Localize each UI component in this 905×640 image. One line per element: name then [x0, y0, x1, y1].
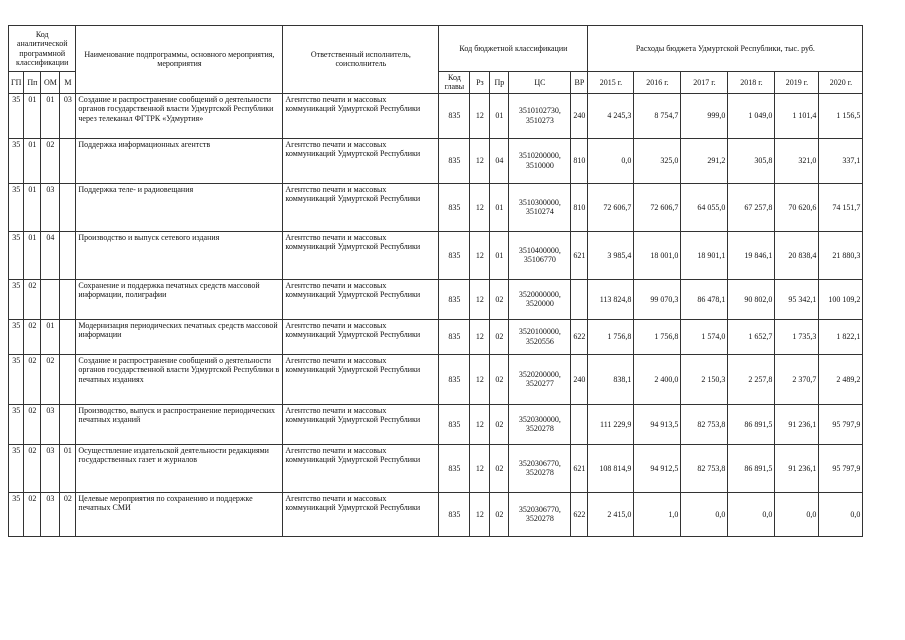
row-executor: Агентство печати и массовых коммуникаций Удмуртской Республики: [283, 492, 439, 536]
code-pp: 01: [24, 231, 41, 279]
code-pp: 02: [24, 319, 41, 354]
om-header: ОМ: [41, 72, 60, 94]
code-pp: 01: [24, 93, 41, 138]
expense-value: 2 257,8: [728, 354, 775, 404]
year-header: 2017 г.: [681, 72, 728, 94]
cs-code: 3510400000, 35106770: [509, 231, 571, 279]
code-m: [60, 319, 76, 354]
row-executor: Агентство печати и массовых коммуникаций Удмуртской Республики: [283, 183, 439, 231]
kod-glavy-header: Код главы: [439, 72, 470, 94]
expense-value: 3 985,4: [588, 231, 634, 279]
pr-code: 02: [490, 319, 509, 354]
code-pp: 02: [24, 279, 41, 319]
executor-header: Ответственный исполнитель, соисполнитель: [283, 26, 439, 94]
table-row: [9, 279, 863, 319]
expense-value: 86 478,1: [681, 279, 728, 319]
rz-code: 12: [470, 354, 490, 404]
table-row: [9, 138, 863, 183]
code-m: 01: [60, 444, 76, 492]
pr-code: 02: [490, 492, 509, 536]
expense-value: 0,0: [728, 492, 775, 536]
code-om: [41, 279, 60, 319]
code-pp: 02: [24, 354, 41, 404]
code-gp: 35: [9, 404, 24, 444]
expense-value: 91 236,1: [775, 404, 819, 444]
expense-value: 0,0: [775, 492, 819, 536]
code-pp: 02: [24, 404, 41, 444]
table-body: [9, 93, 863, 536]
code-pp: 02: [24, 444, 41, 492]
code-m: 03: [60, 93, 76, 138]
expense-value: 1 735,3: [775, 319, 819, 354]
row-name: Создание и распространение сообщений о деятельности органов государственной власти Удмуртской Республики в печатных изданиях: [76, 354, 283, 404]
row-name: Модернизация периодических печатных средств массовой информации: [76, 319, 283, 354]
expense-value: 95 342,1: [775, 279, 819, 319]
code-om: 03: [41, 404, 60, 444]
expense-value: 95 797,9: [819, 404, 863, 444]
kod-glavy: 835: [439, 444, 470, 492]
expense-value: 1 101,4: [775, 93, 819, 138]
expense-value: 100 109,2: [819, 279, 863, 319]
code-gp: 35: [9, 444, 24, 492]
rz-code: 12: [470, 138, 490, 183]
expense-value: 1 756,8: [634, 319, 681, 354]
code-m: [60, 138, 76, 183]
row-name: Осуществление издательской деятельности редакциями государственных газет и журналов: [76, 444, 283, 492]
cs-code: 3520306770, 3520278: [509, 444, 571, 492]
expense-value: 1 652,7: [728, 319, 775, 354]
rz-code: 12: [470, 492, 490, 536]
code-m: [60, 231, 76, 279]
row-name: Производство и выпуск сетевого издания: [76, 231, 283, 279]
cs-code: 3520100000, 3520556: [509, 319, 571, 354]
expense-value: 19 846,1: [728, 231, 775, 279]
m-header: М: [60, 72, 76, 94]
row-name: Поддержка информационных агентств: [76, 138, 283, 183]
expense-value: 91 236,1: [775, 444, 819, 492]
row-executor: Агентство печати и массовых коммуникаций Удмуртской Республики: [283, 404, 439, 444]
code-om: 03: [41, 492, 60, 536]
expense-value: 70 620,6: [775, 183, 819, 231]
expense-value: 305,8: [728, 138, 775, 183]
code-gp: 35: [9, 492, 24, 536]
vr-code: 810: [571, 183, 588, 231]
pr-code: 04: [490, 138, 509, 183]
table-row: [9, 444, 863, 492]
expense-value: 999,0: [681, 93, 728, 138]
expense-value: 67 257,8: [728, 183, 775, 231]
pr-code: 01: [490, 231, 509, 279]
expense-value: 108 814,9: [588, 444, 634, 492]
vr-code: 810: [571, 138, 588, 183]
code-gp: 35: [9, 93, 24, 138]
pr-code: 01: [490, 183, 509, 231]
header-row-top: [9, 26, 863, 72]
kod-glavy: 835: [439, 231, 470, 279]
kod-glavy: 835: [439, 93, 470, 138]
expense-value: 95 797,9: [819, 444, 863, 492]
table-row: [9, 231, 863, 279]
rz-header: Рз: [470, 72, 490, 94]
expense-value: 1,0: [634, 492, 681, 536]
expense-value: 1 049,0: [728, 93, 775, 138]
code-om: 04: [41, 231, 60, 279]
expense-value: 1 574,0: [681, 319, 728, 354]
cs-header: ЦС: [509, 72, 571, 94]
cs-code: 3520306770, 3520278: [509, 492, 571, 536]
row-name: Производство, выпуск и распространение периодических печатных изданий: [76, 404, 283, 444]
budget-table: [8, 25, 863, 537]
code-m: [60, 183, 76, 231]
expense-value: 94 913,5: [634, 404, 681, 444]
table-row: [9, 183, 863, 231]
budget-code-header: Код бюджетной классификации: [439, 26, 588, 72]
code-m: 02: [60, 492, 76, 536]
pr-code: 02: [490, 404, 509, 444]
code-m: [60, 279, 76, 319]
expense-value: 72 606,7: [588, 183, 634, 231]
code-group-header: Код аналитической программной классификации: [9, 26, 76, 72]
expense-value: 2 415,0: [588, 492, 634, 536]
vr-code: 622: [571, 492, 588, 536]
kod-glavy: 835: [439, 138, 470, 183]
expense-value: 0,0: [819, 492, 863, 536]
table-row: [9, 354, 863, 404]
cs-code: 3510300000, 3510274: [509, 183, 571, 231]
expense-value: 4 245,3: [588, 93, 634, 138]
expense-value: 291,2: [681, 138, 728, 183]
expense-value: 86 891,5: [728, 404, 775, 444]
row-executor: Агентство печати и массовых коммуникаций Удмуртской Республики: [283, 93, 439, 138]
expense-value: 2 150,3: [681, 354, 728, 404]
expense-value: 82 753,8: [681, 444, 728, 492]
year-header: 2020 г.: [819, 72, 863, 94]
expense-value: 20 838,4: [775, 231, 819, 279]
code-gp: 35: [9, 319, 24, 354]
gp-header: ГП: [9, 72, 24, 94]
expense-value: 1 756,8: [588, 319, 634, 354]
row-executor: Агентство печати и массовых коммуникаций Удмуртской Республики: [283, 279, 439, 319]
expense-value: 321,0: [775, 138, 819, 183]
expense-value: 2 370,7: [775, 354, 819, 404]
code-gp: 35: [9, 138, 24, 183]
kod-glavy: 835: [439, 183, 470, 231]
expense-value: 0,0: [681, 492, 728, 536]
expense-value: 1 156,5: [819, 93, 863, 138]
expense-value: 82 753,8: [681, 404, 728, 444]
cs-code: 3520200000, 3520277: [509, 354, 571, 404]
row-name: Поддержка теле- и радиовещания: [76, 183, 283, 231]
row-executor: Агентство печати и массовых коммуникаций Удмуртской Республики: [283, 444, 439, 492]
year-header: 2018 г.: [728, 72, 775, 94]
expense-value: 94 912,5: [634, 444, 681, 492]
expense-value: 0,0: [588, 138, 634, 183]
expense-value: 18 901,1: [681, 231, 728, 279]
code-pp: 01: [24, 138, 41, 183]
row-executor: Агентство печати и массовых коммуникаций Удмуртской Республики: [283, 138, 439, 183]
rz-code: 12: [470, 93, 490, 138]
code-om: 01: [41, 319, 60, 354]
kod-glavy: 835: [439, 492, 470, 536]
expense-value: 337,1: [819, 138, 863, 183]
vr-code: [571, 279, 588, 319]
expense-value: 18 001,0: [634, 231, 681, 279]
rz-code: 12: [470, 279, 490, 319]
pp-header: Пп: [24, 72, 41, 94]
expense-value: 8 754,7: [634, 93, 681, 138]
expense-value: 99 070,3: [634, 279, 681, 319]
row-executor: Агентство печати и массовых коммуникаций Удмуртской Республики: [283, 231, 439, 279]
expense-value: 72 606,7: [634, 183, 681, 231]
table-row: [9, 404, 863, 444]
code-om: 01: [41, 93, 60, 138]
vr-code: 621: [571, 444, 588, 492]
table-row: [9, 492, 863, 536]
code-gp: 35: [9, 231, 24, 279]
expense-value: 2 489,2: [819, 354, 863, 404]
vr-code: 621: [571, 231, 588, 279]
kod-glavy: 835: [439, 404, 470, 444]
code-gp: 35: [9, 279, 24, 319]
rz-code: 12: [470, 231, 490, 279]
vr-code: 622: [571, 319, 588, 354]
code-om: 03: [41, 444, 60, 492]
year-header: 2016 г.: [634, 72, 681, 94]
pr-code: 02: [490, 279, 509, 319]
cs-code: 3520300000, 3520278: [509, 404, 571, 444]
code-om: 03: [41, 183, 60, 231]
expense-value: 111 229,9: [588, 404, 634, 444]
rz-code: 12: [470, 319, 490, 354]
kod-glavy: 835: [439, 279, 470, 319]
row-name: Создание и распространение сообщений о деятельности органов государственной власти Удмуртской Республики через телеканал ФГТРК «Удмуртия»: [76, 93, 283, 138]
year-header: 2015 г.: [588, 72, 634, 94]
expense-value: 2 400,0: [634, 354, 681, 404]
pr-code: 02: [490, 444, 509, 492]
expense-value: 86 891,5: [728, 444, 775, 492]
expense-value: 113 824,8: [588, 279, 634, 319]
expenses-header: Расходы бюджета Удмуртской Республики, тыс. руб.: [588, 26, 863, 72]
expense-value: 325,0: [634, 138, 681, 183]
code-pp: 02: [24, 492, 41, 536]
cs-code: 3520000000, 3520000: [509, 279, 571, 319]
pr-header: Пр: [490, 72, 509, 94]
vr-code: [571, 404, 588, 444]
year-header: 2019 г.: [775, 72, 819, 94]
table-row: [9, 319, 863, 354]
cs-code: 3510200000, 3510000: [509, 138, 571, 183]
expense-value: 90 802,0: [728, 279, 775, 319]
expense-value: 64 055,0: [681, 183, 728, 231]
rz-code: 12: [470, 183, 490, 231]
code-om: 02: [41, 138, 60, 183]
code-gp: 35: [9, 354, 24, 404]
pr-code: 01: [490, 93, 509, 138]
row-executor: Агентство печати и массовых коммуникаций Удмуртской Республики: [283, 354, 439, 404]
rz-code: 12: [470, 404, 490, 444]
table-row: [9, 93, 863, 138]
code-om: 02: [41, 354, 60, 404]
code-m: [60, 404, 76, 444]
expense-value: 838,1: [588, 354, 634, 404]
vr-code: 240: [571, 93, 588, 138]
kod-glavy: 835: [439, 354, 470, 404]
name-header: Наименование подпрограммы, основного мероприятия, мероприятия: [76, 26, 283, 94]
expense-value: 1 822,1: [819, 319, 863, 354]
row-name: Целевые мероприятия по сохранению и поддержке печатных СМИ: [76, 492, 283, 536]
row-executor: Агентство печати и массовых коммуникаций Удмуртской Республики: [283, 319, 439, 354]
pr-code: 02: [490, 354, 509, 404]
row-name: Сохранение и поддержка печатных средств массовой информации, полиграфии: [76, 279, 283, 319]
cs-code: 3510102730, 3510273: [509, 93, 571, 138]
expense-value: 21 880,3: [819, 231, 863, 279]
vr-header: ВР: [571, 72, 588, 94]
expense-value: 74 151,7: [819, 183, 863, 231]
code-pp: 01: [24, 183, 41, 231]
vr-code: 240: [571, 354, 588, 404]
code-m: [60, 354, 76, 404]
rz-code: 12: [470, 444, 490, 492]
kod-glavy: 835: [439, 319, 470, 354]
code-gp: 35: [9, 183, 24, 231]
